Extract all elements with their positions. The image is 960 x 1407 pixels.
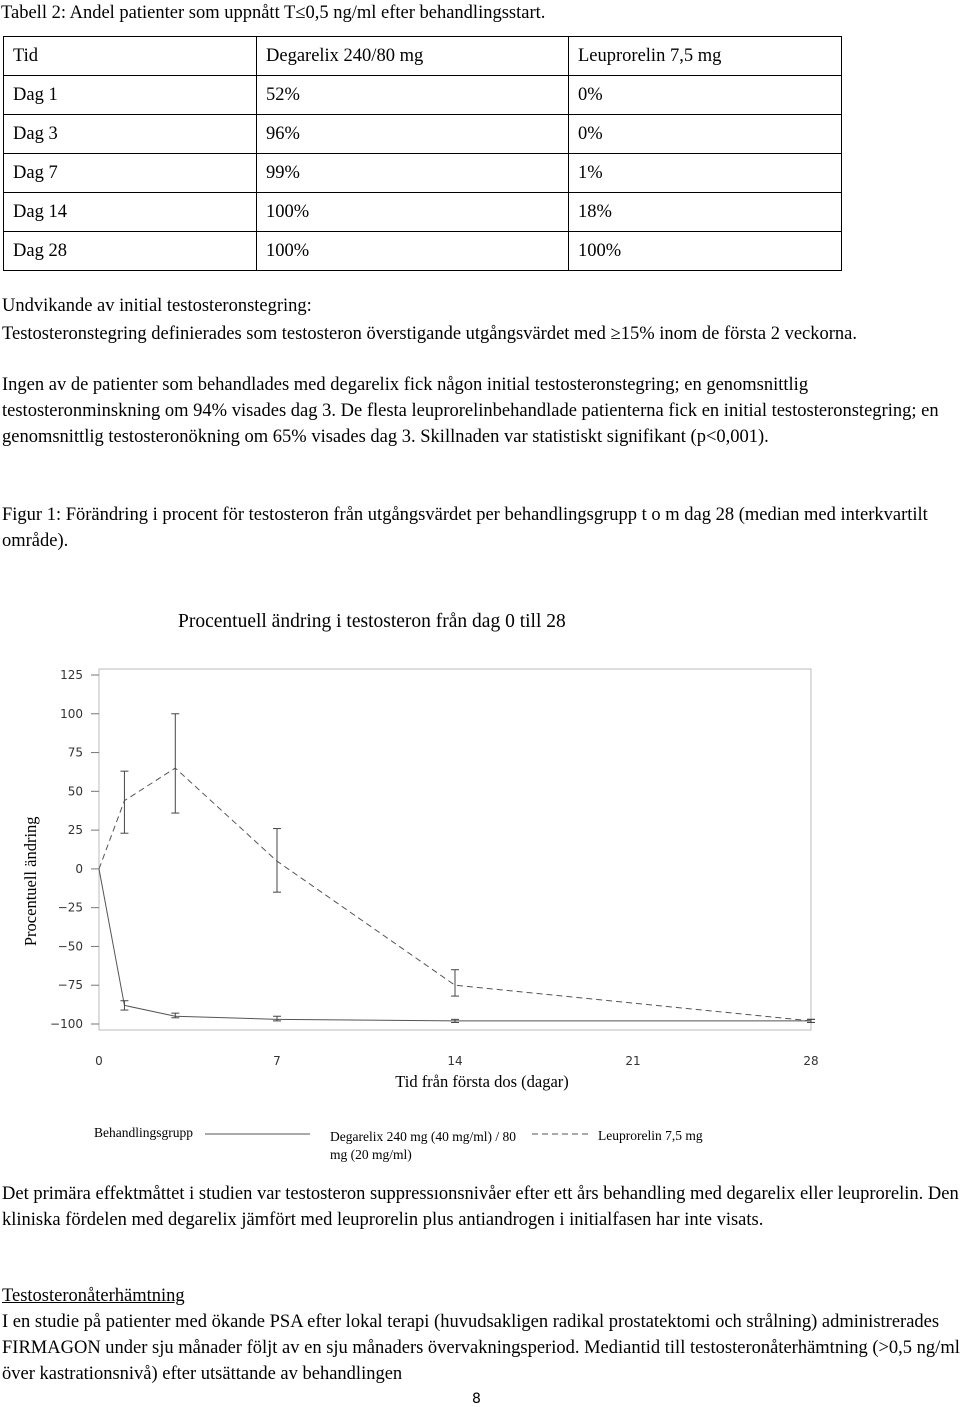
degarelix-series-line	[99, 869, 811, 1021]
recovery-paragraph: I en studie på patienter med ökande PSA efter lokal terapi (huvudsakligen radikal prostatektomi och strålning) administrerades FIRMAGON under sju månader följt av en sju månaders övervakningsperiod. Mediantid till testosteronåterhämtning (>0,5 ng/ml över kastrationsnivå) efter utsättande av behandlingen	[2, 1312, 960, 1384]
figure-caption: Figur 1: Förändring i procent för testosteron från utgångsvärdet per behandlingsgrupp t o m dag 28 (median med interkvartilt område).	[2, 505, 928, 551]
table-header-cell: Tid	[4, 37, 257, 76]
table-row	[4, 76, 842, 115]
x-tick-label: 14	[447, 1054, 463, 1068]
table-cell: 100%	[569, 232, 842, 271]
table-cell: Dag 3	[4, 115, 257, 154]
x-axis-label: Tid från första dos (dagar)	[395, 1072, 569, 1091]
y-axis-label: Procentuell ändring	[21, 816, 40, 947]
flare-definition-pre: Testosteronstegring definierades som testosteron överstigande utgångsvärdet med	[2, 324, 611, 344]
x-tick-label: 7	[273, 1054, 281, 1068]
y-tick-label: 75	[67, 745, 83, 760]
y-tick-label: 100	[60, 706, 83, 721]
table-cell: Dag 14	[4, 193, 257, 232]
table-header-cell: Leuprorelin 7,5 mg	[569, 37, 842, 76]
table-row	[4, 193, 842, 232]
table-header-cell: Degarelix 240/80 mg	[257, 37, 569, 76]
table-cell: Dag 28	[4, 232, 257, 271]
flare-paragraph: Ingen av de patienter som behandlades med degarelix fick någon initial testosteronstegring; en genomsnittlig testosteronminskning om 94% visades dag 3. De flesta leuprorelinbehandlade patienterna fick en initial testosteronstegring; en genomsnittlig testosteronökning om 65% visades dag 3. Skillnaden var statistiskt signifikant (p<0,001).	[2, 375, 939, 447]
table-cell: 100%	[257, 232, 569, 271]
table-caption: Tabell 2: Andel patienter som uppnått T≤0,5 ng/ml efter behandlingsstart.	[1, 3, 546, 23]
table-cell: 0%	[569, 76, 842, 115]
chart-title: Procentuell ändring i testosteron från dag 0 till 28	[178, 611, 566, 632]
table-cell: 0%	[569, 115, 842, 154]
table-cell: 1%	[569, 154, 842, 193]
table-cell: 52%	[257, 76, 569, 115]
x-tick-label: 21	[625, 1054, 641, 1068]
y-tick-label: −75	[57, 978, 83, 993]
y-tick-label: 25	[67, 823, 83, 838]
legend-solid-line	[205, 1128, 315, 1138]
flare-heading: Undvikande av initial testosteronstegring:	[2, 296, 312, 316]
table-row	[4, 154, 842, 193]
x-tick-label: 0	[95, 1054, 103, 1068]
flare-definition	[2, 321, 960, 347]
table-cell: 18%	[569, 193, 842, 232]
table-header-row	[4, 37, 842, 76]
y-tick-label: −50	[57, 939, 83, 954]
table-cell: 100%	[257, 193, 569, 232]
testosterone-chart	[0, 650, 960, 1100]
table-cell: 99%	[257, 154, 569, 193]
table-row	[4, 115, 842, 154]
recovery-heading: Testosteronåterhämtning	[2, 1286, 185, 1306]
legend-degarelix: Degarelix 240 mg (40 mg/ml) / 80 mg (20 mg/ml)	[330, 1129, 516, 1162]
flare-definition-post: 15% inom de första 2 veckorna.	[620, 324, 858, 344]
table-cell: 96%	[257, 115, 569, 154]
y-tick-label: 50	[67, 784, 83, 799]
effect-paragraph: Det primära effektmåttet i studien var testosteron suppressıonsnivåer efter ett års behandling med degarelix eller leuprorelin. Den kliniska fördelen med degarelix jämfört med leuprorelin plus antiandrogen i initialfasen har inte visats.	[2, 1184, 959, 1230]
page-number: 8	[472, 1391, 481, 1407]
results-table	[3, 36, 842, 271]
legend-title: Behandlingsgrupp	[94, 1125, 193, 1140]
legend-dashed-line	[532, 1128, 597, 1138]
table-cell: Dag 1	[4, 76, 257, 115]
table-cell: Dag 7	[4, 154, 257, 193]
y-tick-label: 125	[60, 668, 83, 682]
y-tick-label: 0	[75, 861, 83, 876]
legend-leuprorelin: Leuprorelin 7,5 mg	[598, 1128, 703, 1143]
table-row	[4, 232, 842, 271]
flare-definition-symbol: ≥	[610, 324, 621, 344]
y-tick-label: −100	[50, 1017, 83, 1031]
y-tick-label: −25	[57, 900, 83, 915]
x-tick-label: 28	[803, 1054, 819, 1068]
